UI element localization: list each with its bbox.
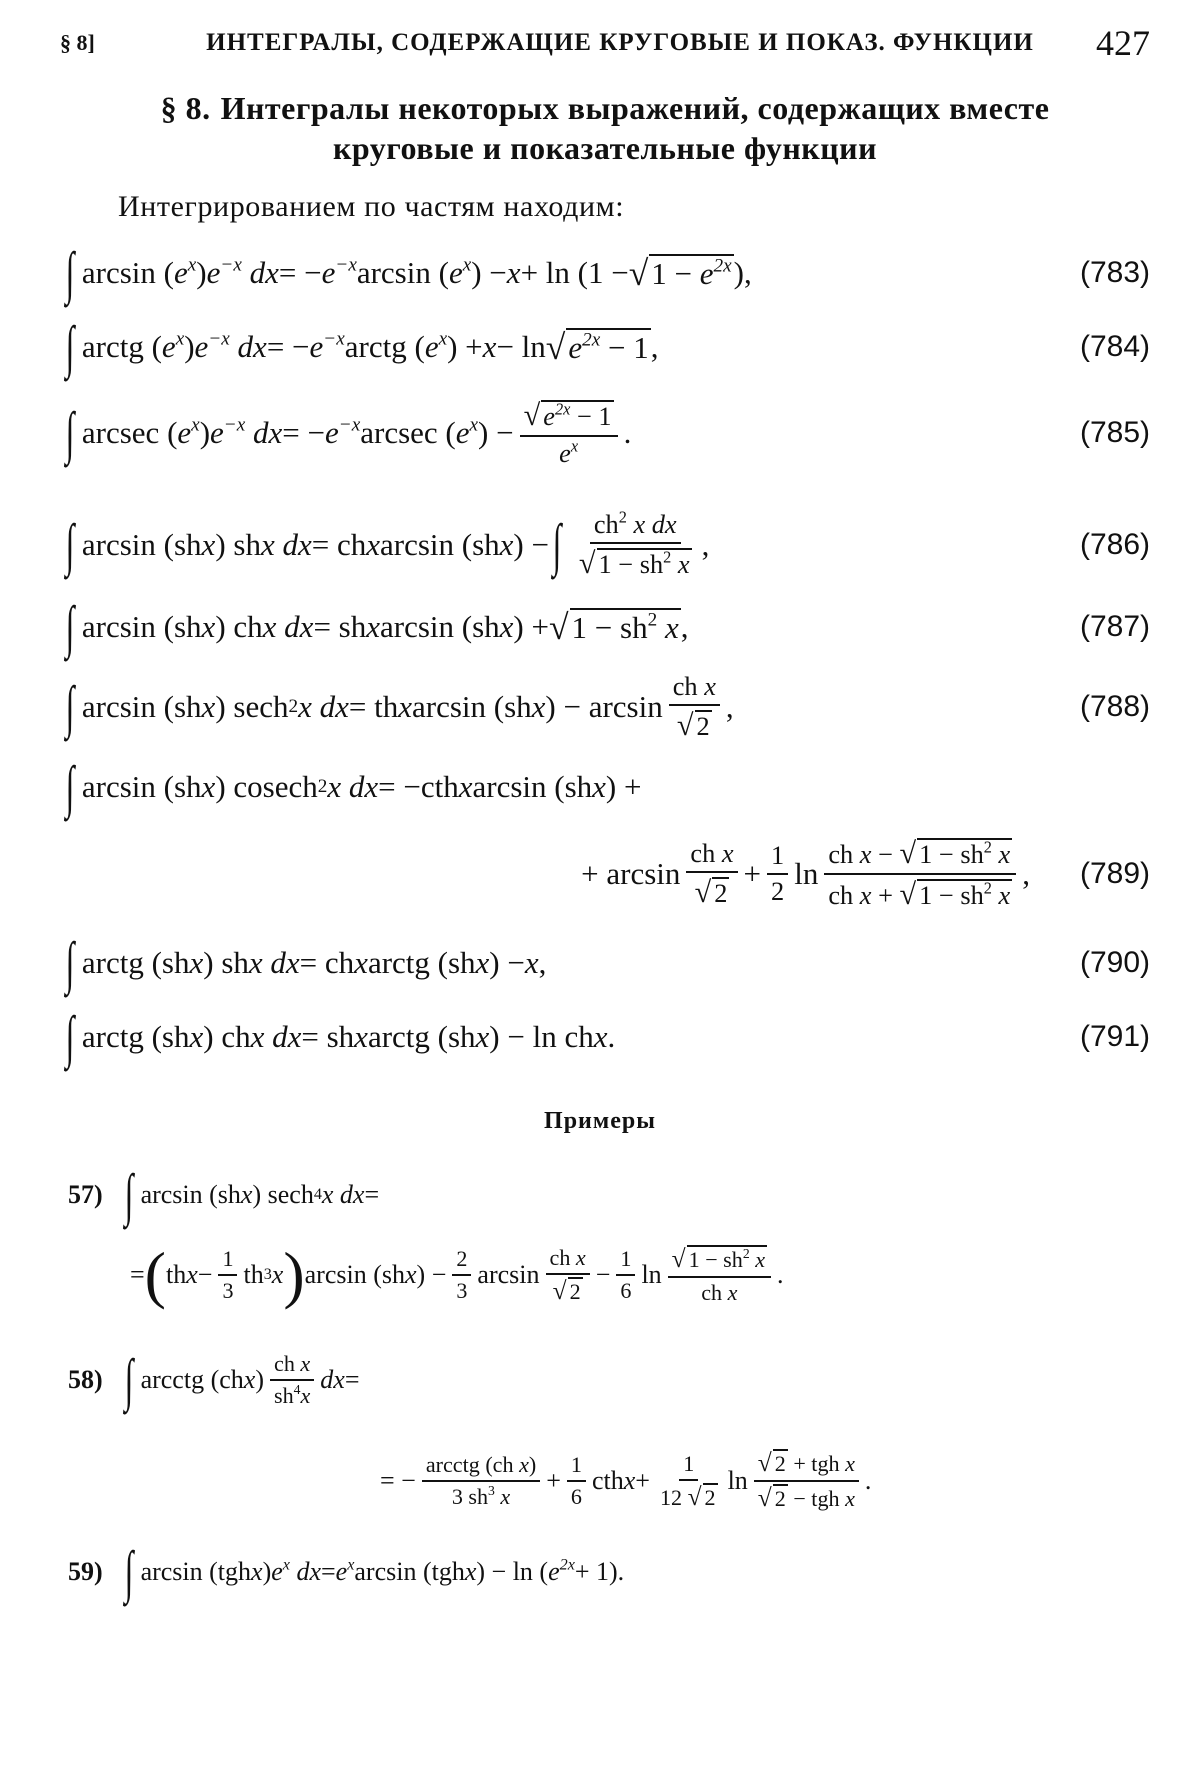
- equation-number: (790): [1079, 946, 1150, 979]
- equation-body: ∫ arcsin ( $e^x$ ) $e^{-x}$ dx = − $e^{-x}$ arcsin ( $e^x$ ) − x + ln (1 − √ $1 - e^{2x}$ ),: [65, 239, 752, 305]
- running-head-title: ИНТЕГРАЛЫ, СОДЕРЖАЩИЕ КРУГОВЫЕ И ПОКАЗ. ФУНКЦИИ: [206, 29, 1034, 56]
- example-57-line2: = ( th x − $\frac{1}{3}$ th 3 x ) arcsin (sh x ) − $\frac{2}{3}$ arcsin $\frac{\text{ch x}}{√ 2}$ − $\frac{1}{6}$ ln $\frac{√ 1 - sh^2 x}{\text{ch x}}$ .: [130, 1239, 784, 1311]
- equation-787: [62, 593, 1150, 659]
- equation-body: ∫ arctg (sh x ) ch x dx = sh x arctg (sh x ) − ln ch x .: [65, 1003, 616, 1069]
- equation-body: ∫ arctg ( $e^x$ ) $e^{-x}$ dx = − $e^{-x}$ arctg ( $e^x$ ) + x − ln √ $e^{2x} - 1$ ,: [65, 313, 659, 379]
- equation-784: [62, 313, 1150, 379]
- example-59: 59) ∫ arcsin (tgh x ) $e^x$ dx = $e^x$ arcsin (tgh x ) − ln ( $e^{2x}$ + 1).: [68, 1538, 625, 1604]
- section-title-line2: круговые и показательные функции: [332, 130, 878, 166]
- equation-body: ∫ arcsin (sh x ) sech 2 x dx = th x arcsin (sh x ) − arcsin $\frac{\text{ch x}}{√ 2}$ ,: [65, 671, 734, 742]
- equation-body: ∫ arcsin (sh x ) sh x dx = ch x arcsin (sh x ) − ∫ $\frac{ch^2 x dx}{√ 1 - sh^2 x}$ ,: [65, 506, 710, 580]
- equation-body: ∫ arcsec ( $e^x$ ) $e^{-x}$ dx = − $e^{-x}$ arcsec ( $e^x$ ) − $\frac{√ e^{2x} - 1}{e^x}$ .: [65, 397, 632, 468]
- equation-number: (787): [1079, 610, 1150, 643]
- intro-text: Интегрированием по частям находим:: [118, 190, 625, 223]
- equation-number: (784): [1079, 330, 1150, 363]
- equation-789-line2: [62, 826, 1150, 922]
- equation-number: (789): [1079, 857, 1150, 890]
- equation-body: + arcsin $\frac{\text{ch x}}{√ 2}$ + $\frac{1}{2}$ ln $\frac{ch x - √ 1 - sh^2 x}{ch x + √ 1 - sh^2 x}$ ,: [581, 836, 1030, 911]
- section-title: [60, 88, 1150, 168]
- equation-number: (786): [1079, 528, 1150, 561]
- equation-number: (791): [1079, 1020, 1150, 1053]
- equation-789-line1: [62, 753, 1150, 819]
- running-head-section: § 8]: [60, 30, 95, 55]
- example-58-line2: = − $\frac{\text{arcctg (ch x)}}{3 sh^3 x}$ + $\frac{1}{6}$ cth x + $\frac{1}{12 √ 2}$ ln $\frac{\text{√ 2 + tgh x}}{\text{√ 2 − tgh x}}$ .: [380, 1449, 872, 1512]
- page-number: 427: [1096, 23, 1150, 63]
- equation-number: (783): [1079, 256, 1150, 289]
- equation-body: ∫ arcsin (sh x ) cosech 2 x dx = −cth x arcsin (sh x ) +: [65, 753, 642, 819]
- examples-heading: Примеры: [544, 1108, 656, 1134]
- equation-body: ∫ arcsin (sh x ) ch x dx = sh x arcsin (sh x ) + √ $1 - sh^2$ x ,: [65, 593, 689, 659]
- equation-788: [62, 662, 1150, 752]
- equation-786: [62, 500, 1150, 590]
- example-57-line1: 57) ∫ arcsin (sh x ) sech 4 x dx =: [68, 1161, 380, 1227]
- equation-791: [62, 1003, 1150, 1069]
- equation-number: (785): [1079, 416, 1150, 449]
- example-58-line1: 58) ∫ arcctg (ch x ) $\frac{\text{ch x}}{sh^4x}$ dx =: [68, 1346, 360, 1412]
- equation-body: ∫ arctg (sh x ) sh x dx = ch x arctg (sh x ) − x ,: [65, 929, 547, 995]
- section-number: § 8.: [160, 90, 211, 126]
- section-title-line1: Интегралы некоторых выражений, содержащих вместе: [220, 90, 1050, 126]
- running-head: [60, 18, 1150, 68]
- equation-783: [62, 239, 1150, 305]
- example-label: 59): [68, 1557, 103, 1586]
- example-label: 57): [68, 1180, 103, 1209]
- example-label: 58): [68, 1365, 103, 1394]
- equation-number: (788): [1079, 690, 1150, 723]
- equation-790: [62, 929, 1150, 995]
- equation-785: [62, 388, 1150, 478]
